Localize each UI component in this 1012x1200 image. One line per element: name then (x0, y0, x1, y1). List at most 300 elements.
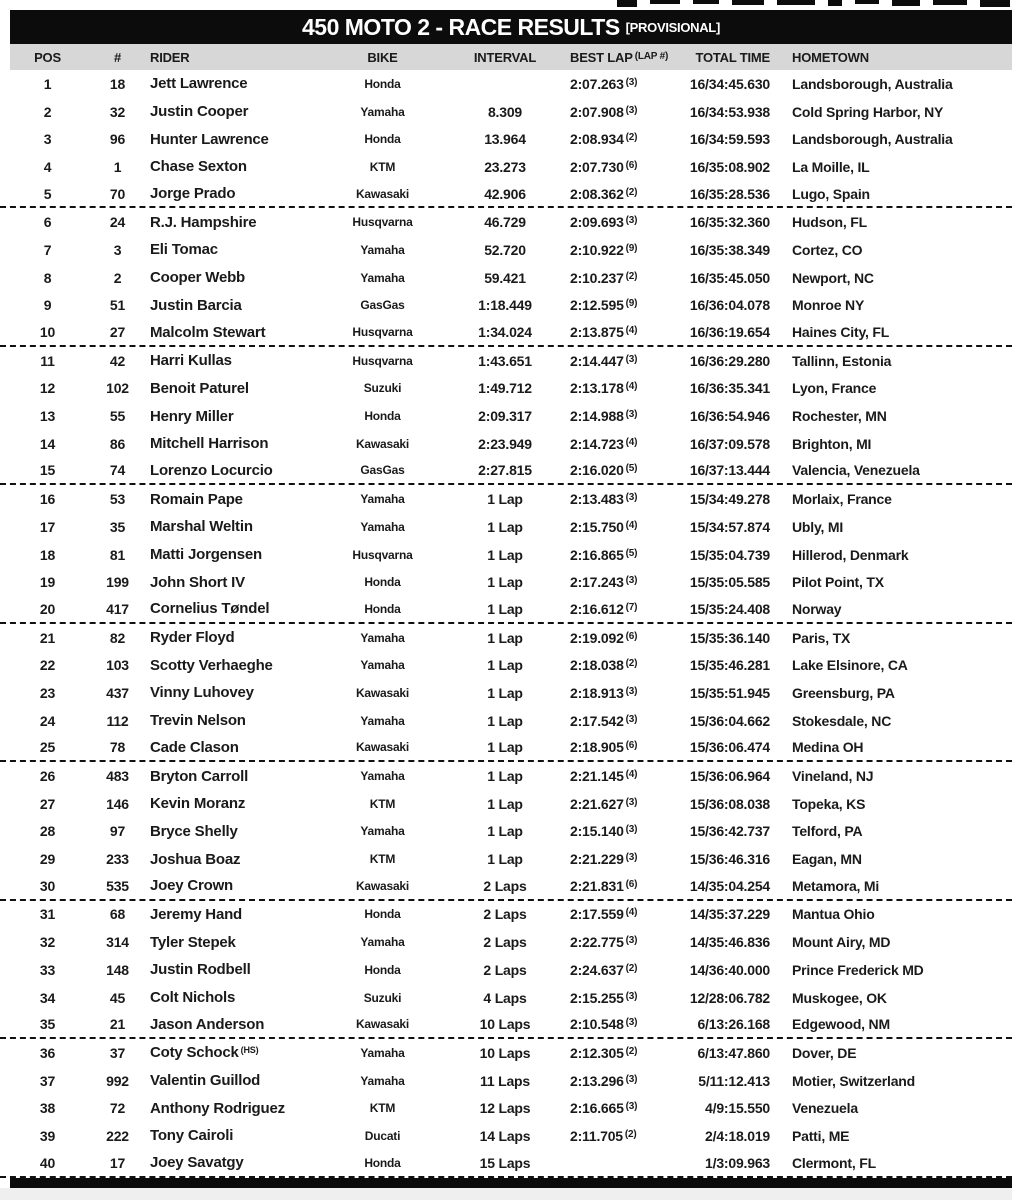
interval-cell: 1:43.651 (478, 352, 532, 369)
table-row (0, 790, 1012, 818)
interval-cell: 23.273 (484, 158, 526, 175)
bike-cell: KTM (369, 796, 396, 811)
interval-cell: 2 Laps (483, 877, 527, 894)
best-lap-time: 2:07.263 (570, 75, 624, 92)
rider-name: Tony Cairoli (150, 1127, 234, 1145)
best-lap-cell (570, 823, 685, 839)
lap-number-label: (LAP #) (634, 50, 669, 62)
rider-name: Joey Savatgy (150, 1154, 244, 1172)
table-row (0, 845, 1012, 873)
rider-name-cell (150, 214, 325, 231)
bike-cell: KTM (369, 852, 396, 867)
best-lap-lap-number: (3) (625, 492, 638, 504)
interval-cell: 1 Lap (487, 657, 523, 674)
rider-name: Marshal Weltin (150, 518, 253, 536)
best-lap-cell (570, 547, 685, 563)
best-lap-cell (570, 630, 685, 646)
total-time-cell: 15/36:42.737 (689, 823, 770, 840)
best-lap-lap-number: (2) (625, 658, 638, 670)
rider-number-cell: 86 (109, 435, 126, 452)
best-lap-time: 2:07.908 (570, 103, 624, 120)
bike-cell: Honda (364, 409, 401, 424)
rider-name: Eli Tomac (150, 241, 218, 259)
total-time-cell: 14/35:46.836 (689, 934, 770, 951)
rider-name: Bryce Shelly (150, 822, 238, 840)
best-lap-time: 2:21.831 (570, 877, 624, 894)
rider-name-cell (150, 241, 325, 258)
rider-number-cell: 483 (106, 768, 129, 785)
total-time-cell: 16/35:32.360 (689, 214, 770, 231)
best-lap-cell (570, 491, 685, 507)
best-lap-cell (570, 214, 685, 230)
interval-cell: 2 Laps (483, 906, 527, 923)
total-time-cell: 16/34:59.593 (689, 131, 770, 148)
bike-cell: Yamaha (360, 1073, 405, 1088)
best-lap-cell (570, 462, 685, 478)
rider-number-cell: 112 (106, 712, 129, 729)
interval-cell: 1 Lap (487, 629, 523, 646)
table-row (0, 568, 1012, 596)
total-time-cell: 16/34:45.630 (689, 75, 770, 92)
bike-cell: Yamaha (360, 492, 405, 507)
best-lap-time: 2:12.595 (570, 297, 624, 314)
rider-name: Jorge Prado (150, 185, 236, 203)
rider-number-cell: 37 (109, 1044, 126, 1061)
table-row (0, 208, 1012, 236)
best-lap-lap-number: (4) (625, 381, 638, 393)
best-lap-cell (570, 990, 685, 1006)
column-header-total-time: TOTAL TIME (695, 49, 770, 65)
position-cell: 8 (43, 269, 52, 286)
rider-name-cell (150, 906, 325, 923)
rider-number-cell: 535 (106, 877, 129, 894)
hometown-cell: Haines City, FL (792, 324, 890, 341)
best-lap-lap-number: (3) (625, 104, 638, 116)
hometown-cell: Topeka, KS (792, 795, 866, 812)
best-lap-time: 2:21.145 (570, 768, 624, 785)
hometown-cell: La Moille, IL (792, 158, 870, 175)
best-lap-lap-number: (3) (625, 685, 638, 697)
rider-number-cell: 2 (113, 269, 122, 286)
rider-number-cell: 314 (106, 934, 129, 951)
bike-cell: Honda (364, 575, 401, 590)
hometown-cell: Mount Airy, MD (792, 934, 891, 951)
rider-name-cell (150, 989, 325, 1006)
rider-name: Jason Anderson (150, 1015, 265, 1033)
rider-name: Cornelius Tøndel (150, 600, 270, 618)
footer-strip (0, 1188, 1012, 1200)
position-cell: 14 (39, 435, 56, 452)
rider-name: Scotty Verhaeghe (150, 656, 273, 674)
best-lap-cell (570, 934, 685, 950)
rider-number-cell: 103 (106, 657, 129, 674)
position-cell: 7 (43, 241, 52, 258)
interval-cell: 2:09.317 (478, 408, 532, 425)
cutoff-logo-fragment (855, 0, 879, 4)
best-lap-time: 2:21.229 (570, 851, 624, 868)
hometown-cell: Hillerod, Denmark (792, 546, 909, 563)
interval-cell: 1 Lap (487, 795, 523, 812)
best-lap-lap-number: (2) (624, 1128, 637, 1140)
rider-name: John Short IV (150, 573, 245, 591)
rider-name-cell (150, 518, 325, 535)
total-time-cell: 6/13:26.168 (697, 1016, 770, 1033)
total-time-cell: 15/36:06.474 (689, 739, 770, 756)
rider-name-cell (150, 574, 325, 591)
rider-number-cell: 53 (109, 491, 126, 508)
hometown-cell: Morlaix, France (792, 491, 892, 508)
best-lap-lap-number: (2) (625, 186, 638, 198)
rider-number-cell: 437 (106, 684, 129, 701)
best-lap-cell (570, 851, 685, 867)
bike-cell: Kawasaki (355, 436, 410, 451)
best-lap-cell (570, 1016, 685, 1032)
bike-cell: Kawasaki (355, 878, 410, 893)
rider-name-cell (150, 103, 325, 120)
best-lap-lap-number: (3) (625, 1101, 638, 1113)
hometown-cell: Medina OH (792, 739, 864, 756)
rider-number-cell: 55 (109, 408, 126, 425)
best-lap-lap-number: (3) (625, 1073, 638, 1085)
best-lap-lap-number: (3) (625, 713, 638, 725)
best-lap-lap-number: (3) (625, 1017, 638, 1029)
table-row (0, 707, 1012, 735)
hometown-cell: Cortez, CO (792, 241, 863, 258)
rider-name-cell (150, 546, 325, 563)
best-lap-lap-number: (4) (625, 769, 638, 781)
interval-cell: 52.720 (484, 241, 526, 258)
rider-name-cell (150, 408, 325, 425)
table-row (0, 153, 1012, 181)
cutoff-logo-fragments (617, 0, 1010, 7)
rider-number-cell: 222 (106, 1127, 129, 1144)
bike-cell: Suzuki (363, 381, 402, 396)
hometown-cell: Eagan, MN (792, 851, 862, 868)
table-row (0, 70, 1012, 98)
best-lap-cell (570, 657, 685, 673)
best-lap-cell (570, 1045, 685, 1061)
bike-cell: Kawasaki (355, 685, 410, 700)
rider-number-cell: 417 (106, 600, 129, 617)
rider-number-cell: 68 (109, 906, 126, 923)
interval-cell: 1 Lap (487, 768, 523, 785)
total-time-cell: 12/28:06.782 (689, 989, 770, 1006)
rider-name: Vinny Luhovey (150, 684, 254, 702)
best-lap-lap-number: (2) (625, 962, 638, 974)
position-cell: 20 (39, 600, 56, 617)
best-lap-time: 2:16.020 (570, 462, 624, 479)
best-lap-time: 2:16.665 (570, 1100, 624, 1117)
total-time-cell: 16/36:29.280 (689, 352, 770, 369)
hometown-cell: Paris, TX (792, 629, 851, 646)
bike-cell: Ducati (364, 1128, 401, 1143)
bike-cell: Yamaha (360, 630, 405, 645)
position-cell: 19 (39, 574, 56, 591)
best-lap-time: 2:10.922 (570, 241, 624, 258)
hometown-cell: Tallinn, Estonia (792, 352, 892, 369)
table-row (0, 596, 1012, 624)
interval-cell: 1 Lap (487, 739, 523, 756)
hometown-cell: Patti, ME (792, 1127, 850, 1144)
rider-number-cell: 45 (109, 989, 126, 1006)
hometown-cell: Motier, Switzerland (792, 1072, 915, 1089)
rider-name-cell (150, 1100, 325, 1117)
rider-number-cell: 70 (109, 185, 126, 202)
interval-cell: 13.964 (484, 131, 526, 148)
best-lap-lap-number: (3) (625, 935, 638, 947)
rider-name: Joshua Boaz (150, 850, 241, 868)
best-lap-time: 2:15.255 (570, 989, 624, 1006)
column-header-interval: INTERVAL (473, 49, 537, 65)
best-lap-lap-number: (7) (625, 601, 638, 613)
position-cell: 39 (39, 1127, 56, 1144)
bike-cell: GasGas (360, 298, 405, 313)
rider-name-cell (150, 684, 325, 701)
interval-cell: 46.729 (484, 214, 526, 231)
table-row (0, 1039, 1012, 1067)
best-lap-time: 2:10.548 (570, 1016, 624, 1033)
bike-cell: Yamaha (360, 658, 405, 673)
rider-name: Jeremy Hand (150, 905, 243, 923)
hometown-cell: Edgewood, NM (792, 1016, 890, 1033)
table-row (0, 651, 1012, 679)
column-header-best-lap (570, 50, 685, 65)
best-lap-time: 2:14.447 (570, 352, 624, 369)
total-time-cell: 16/35:38.349 (689, 241, 770, 258)
rider-number-cell: 1 (113, 158, 122, 175)
hometown-cell: Vineland, NJ (792, 768, 874, 785)
table-row (0, 319, 1012, 347)
interval-cell: 1 Lap (487, 823, 523, 840)
table-row (0, 1094, 1012, 1122)
table-row (0, 762, 1012, 790)
best-lap-time: 2:17.542 (570, 712, 624, 729)
table-row (0, 430, 1012, 458)
table-row (0, 679, 1012, 707)
table-row (0, 818, 1012, 846)
rider-name: Ryder Floyd (150, 629, 235, 647)
best-lap-cell (570, 353, 685, 369)
best-lap-cell (570, 1128, 685, 1144)
rider-number-cell: 27 (109, 324, 126, 341)
best-lap-time: 2:14.988 (570, 408, 624, 425)
rider-number-cell: 17 (109, 1154, 126, 1171)
total-time-cell: 16/35:45.050 (689, 269, 770, 286)
interval-cell: 1:34.024 (478, 324, 532, 341)
best-lap-cell (570, 324, 685, 340)
rider-name: Benoit Paturel (150, 379, 249, 397)
best-lap-time: 2:13.296 (570, 1072, 624, 1089)
title-bar (10, 10, 1012, 44)
rider-name-cell (150, 712, 325, 729)
bike-cell: Yamaha (360, 242, 405, 257)
cutoff-logo-fragment (777, 0, 815, 5)
position-cell: 13 (39, 408, 56, 425)
position-cell: 29 (39, 851, 56, 868)
best-lap-time: 2:21.627 (570, 795, 624, 812)
interval-cell: 4 Laps (483, 989, 527, 1006)
rider-name-cell (150, 795, 325, 812)
best-lap-lap-number: (3) (625, 824, 638, 836)
rider-name: Lorenzo Locurcio (150, 461, 273, 479)
interval-cell: 1 Lap (487, 546, 523, 563)
position-cell: 28 (39, 823, 56, 840)
hometown-cell: Telford, PA (792, 823, 863, 840)
table-row (0, 375, 1012, 403)
rider-name: Coty Schock (150, 1044, 239, 1062)
best-lap-cell (570, 519, 685, 535)
table-row (0, 513, 1012, 541)
position-cell: 40 (39, 1154, 56, 1171)
interval-cell: 2:27.815 (478, 462, 532, 479)
rider-name: Valentin Guillod (150, 1072, 261, 1090)
rider-name: Matti Jorgensen (150, 546, 263, 564)
best-lap-cell (570, 962, 685, 978)
cutoff-logo-fragment (980, 0, 1010, 7)
bike-cell: Honda (364, 962, 401, 977)
cutoff-logo-fragment (650, 0, 680, 4)
hometown-cell: Landsborough, Australia (792, 75, 953, 92)
rider-name-cell (150, 462, 325, 479)
best-lap-cell (570, 906, 685, 922)
rider-name: Justin Rodbell (150, 961, 251, 979)
best-lap-time: 2:19.092 (570, 629, 624, 646)
rider-name: Tyler Stepek (150, 933, 236, 951)
rider-number-cell: 992 (106, 1072, 129, 1089)
best-lap-lap-number: (3) (625, 852, 638, 864)
provisional-tag: [PROVISIONAL] (625, 19, 720, 35)
best-lap-time: 2:18.038 (570, 657, 624, 674)
best-lap-time: 2:13.178 (570, 380, 624, 397)
position-cell: 34 (39, 989, 56, 1006)
rider-name-cell (150, 851, 325, 868)
column-header-bike: BIKE (367, 49, 398, 65)
best-lap-time: 2:13.483 (570, 491, 624, 508)
position-cell: 11 (40, 352, 55, 369)
rider-number-cell: 24 (109, 214, 126, 231)
position-cell: 9 (43, 297, 52, 314)
rider-name: Chase Sexton (150, 158, 247, 176)
best-lap-time: 2:16.865 (570, 546, 624, 563)
total-time-cell: 15/34:57.874 (689, 518, 770, 535)
total-time-cell: 6/13:47.860 (697, 1044, 770, 1061)
rider-name-cell (150, 435, 325, 452)
interval-cell: 14 Laps (479, 1127, 531, 1144)
bike-cell: Yamaha (360, 769, 405, 784)
rider-name: Malcolm Stewart (150, 323, 266, 341)
rider-name-cell (150, 739, 325, 756)
rider-name: Justin Barcia (150, 296, 242, 314)
rider-name-cell (150, 934, 325, 951)
bike-cell: Husqvarna (352, 547, 413, 562)
bike-cell: Honda (364, 907, 401, 922)
best-lap-cell (570, 1100, 685, 1116)
rider-name-cell (150, 1127, 325, 1144)
total-time-cell: 2/4:18.019 (705, 1127, 770, 1144)
bike-cell: Yamaha (360, 713, 405, 728)
best-lap-cell (570, 768, 685, 784)
total-time-cell: 15/36:08.038 (689, 795, 770, 812)
table-row (0, 125, 1012, 153)
bike-cell: Husqvarna (352, 215, 413, 230)
table-row (0, 181, 1012, 209)
rider-number-cell: 97 (109, 823, 126, 840)
best-lap-lap-number: (5) (625, 547, 638, 559)
hometown-cell: Brighton, MI (792, 435, 872, 452)
best-lap-cell (570, 297, 685, 313)
best-lap-cell (570, 380, 685, 396)
position-cell: 38 (39, 1100, 56, 1117)
hometown-cell: Mantua Ohio (792, 906, 875, 923)
column-header-rider: RIDER (150, 49, 190, 65)
best-lap-cell (570, 159, 685, 175)
best-lap-cell (570, 131, 685, 147)
hometown-cell: Cold Spring Harbor, NY (792, 103, 944, 120)
rider-name: Jett Lawrence (150, 75, 248, 93)
hometown-cell: Valencia, Venezuela (792, 462, 920, 479)
best-lap-lap-number: (2) (625, 132, 638, 144)
best-lap-cell (570, 1073, 685, 1089)
position-cell: 37 (39, 1072, 56, 1089)
rider-name: Trevin Nelson (150, 712, 246, 730)
best-lap-label: BEST LAP (570, 49, 633, 65)
rider-name-cell (150, 1016, 325, 1033)
total-time-cell: 4/9:15.550 (705, 1100, 770, 1117)
rider-name: Anthony Rodriguez (150, 1099, 285, 1117)
position-cell: 26 (39, 768, 56, 785)
position-cell: 31 (39, 906, 56, 923)
rider-number-cell: 21 (109, 1016, 126, 1033)
hometown-cell: Muskogee, OK (792, 989, 887, 1006)
rider-number-cell: 96 (109, 131, 126, 148)
hometown-cell: Lyon, France (792, 380, 877, 397)
position-cell: 16 (39, 491, 56, 508)
bike-cell: Yamaha (360, 1045, 405, 1060)
position-cell: 21 (39, 629, 56, 646)
rider-name-cell (150, 380, 325, 397)
bike-cell: Yamaha (360, 519, 405, 534)
rider-name: R.J. Hampshire (150, 213, 257, 231)
hometown-cell: Stokesdale, NC (792, 712, 892, 729)
rider-number-cell: 82 (109, 629, 126, 646)
position-cell: 12 (39, 380, 56, 397)
best-lap-lap-number: (3) (625, 76, 638, 88)
rider-name: Colt Nichols (150, 989, 236, 1007)
best-lap-lap-number: (6) (625, 878, 638, 890)
best-lap-time: 2:08.362 (570, 185, 624, 202)
total-time-cell: 15/35:51.945 (689, 684, 770, 701)
bike-cell: GasGas (360, 463, 405, 478)
bike-cell: Kawasaki (355, 740, 410, 755)
bike-cell: Suzuki (363, 990, 402, 1005)
rider-name: Bryton Carroll (150, 767, 249, 785)
best-lap-time: 2:17.559 (570, 906, 624, 923)
bike-cell: Husqvarna (352, 353, 413, 368)
table-row (0, 624, 1012, 652)
position-cell: 6 (43, 214, 52, 231)
best-lap-time: 2:15.140 (570, 823, 624, 840)
page-title: 450 MOTO 2 - RACE RESULTS (302, 13, 620, 40)
position-cell: 30 (39, 877, 56, 894)
interval-cell: 8.309 (487, 103, 523, 120)
best-lap-lap-number: (3) (625, 353, 638, 365)
best-lap-lap-number: (4) (625, 519, 638, 531)
position-cell: 5 (43, 185, 52, 202)
bike-cell: Yamaha (360, 824, 405, 839)
rider-name-cell (150, 352, 325, 369)
column-header-pos: POS (34, 49, 61, 65)
interval-cell: 15 Laps (479, 1154, 531, 1171)
